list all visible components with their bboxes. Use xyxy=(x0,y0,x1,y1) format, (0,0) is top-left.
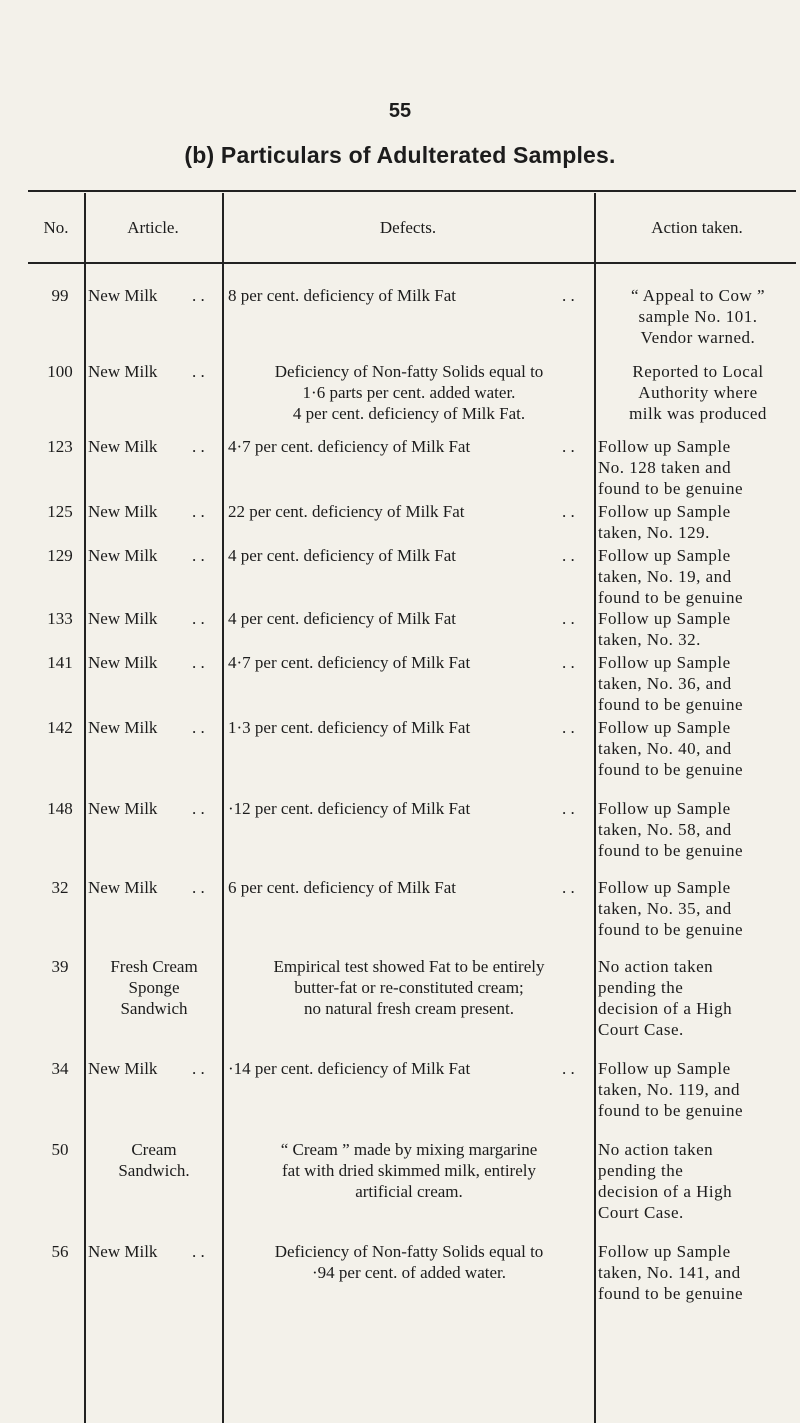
row-defects-line: 4 per cent. deficiency of Milk Fat xyxy=(228,609,457,628)
column-header-action: Action taken. xyxy=(651,218,743,237)
article-leader-dots-line: . . xyxy=(192,653,205,672)
row-defects-line: butter-fat or re-constituted cream; xyxy=(294,978,524,997)
article-leader-dots-line: . . xyxy=(192,718,205,737)
row-action-line: taken, No. 35, and xyxy=(598,899,732,918)
row-action xyxy=(598,798,798,861)
defects-leader-dots xyxy=(562,608,592,629)
row-action-line: found to be genuine xyxy=(598,1284,743,1303)
row-action-line: pending the xyxy=(598,978,684,997)
row-action-line: sample No. 101. xyxy=(638,307,758,326)
row-defects-line: 4 per cent. deficiency of Milk Fat. xyxy=(292,404,526,423)
row-article-line: Sandwich xyxy=(120,999,188,1018)
article-leader-dots xyxy=(192,652,222,673)
defects-leader-dots xyxy=(562,652,592,673)
article-leader-dots-line: . . xyxy=(192,609,205,628)
row-action-line: taken, No. 58, and xyxy=(598,820,732,839)
row-number-line: 129 xyxy=(47,546,73,565)
defects-leader-dots xyxy=(562,1058,592,1079)
article-leader-dots xyxy=(192,608,222,629)
article-leader-dots-line: . . xyxy=(192,437,205,456)
row-number xyxy=(30,501,90,522)
row-article-line: New Milk xyxy=(88,609,158,628)
row-article-line: New Milk xyxy=(88,1242,158,1261)
article-leader-dots xyxy=(192,1058,222,1079)
row-article-line: Cream xyxy=(131,1140,177,1159)
defects-leader-dots-line: . . xyxy=(562,878,575,897)
article-leader-dots xyxy=(192,545,222,566)
row-number-line: 32 xyxy=(51,878,69,897)
row-number xyxy=(30,436,90,457)
defects-leader-dots-line: . . xyxy=(562,437,575,456)
row-article xyxy=(86,956,222,1019)
row-action xyxy=(598,956,798,1040)
defects-leader-dots-line: . . xyxy=(562,502,575,521)
row-number-line: 125 xyxy=(47,502,73,521)
row-action-line: decision of a High xyxy=(598,1182,733,1201)
row-defects xyxy=(228,501,568,522)
row-number xyxy=(30,877,90,898)
article-leader-dots xyxy=(192,877,222,898)
row-article-line: New Milk xyxy=(88,653,158,672)
article-leader-dots-line: . . xyxy=(192,1059,205,1078)
row-number-line: 100 xyxy=(47,362,73,381)
row-defects xyxy=(224,956,594,1019)
article-leader-dots xyxy=(192,501,222,522)
row-action-line: Follow up Sample xyxy=(598,653,731,672)
row-action-line: taken, No. 36, and xyxy=(598,674,732,693)
row-action xyxy=(596,361,800,424)
row-defects-line: 1·3 per cent. deficiency of Milk Fat xyxy=(228,718,471,737)
row-defects-line: Deficiency of Non-fatty Solids equal to xyxy=(274,1242,544,1261)
row-action-line: Reported to Local xyxy=(632,362,764,381)
article-leader-dots xyxy=(192,285,222,306)
column-header-no: No. xyxy=(43,218,69,237)
row-action xyxy=(598,1058,798,1121)
row-action-line: Follow up Sample xyxy=(598,609,731,628)
row-defects-line: ·12 per cent. deficiency of Milk Fat xyxy=(228,799,471,818)
defects-leader-dots-line: . . xyxy=(562,546,575,565)
row-action-line: Follow up Sample xyxy=(598,718,731,737)
row-number xyxy=(30,1139,90,1160)
row-defects xyxy=(224,1241,594,1283)
row-defects-line: Empirical test showed Fat to be entirely xyxy=(273,957,545,976)
row-article-line: New Milk xyxy=(88,1059,158,1078)
row-defects-line: ·14 per cent. deficiency of Milk Fat xyxy=(228,1059,471,1078)
row-number xyxy=(30,608,90,629)
row-action-line: Follow up Sample xyxy=(598,1059,731,1078)
defects-leader-dots xyxy=(562,436,592,457)
row-action-line: Follow up Sample xyxy=(598,1242,731,1261)
row-action-line: milk was produced xyxy=(629,404,767,423)
row-action-line: taken, No. 119, and xyxy=(598,1080,741,1099)
row-action xyxy=(598,545,798,608)
row-number-line: 123 xyxy=(47,437,73,456)
row-action-line: decision of a High xyxy=(598,999,733,1018)
row-article-line: New Milk xyxy=(88,502,158,521)
row-action-line: Vendor warned. xyxy=(640,328,756,347)
row-defects-line: 8 per cent. deficiency of Milk Fat xyxy=(228,286,457,305)
row-number xyxy=(30,361,90,382)
row-action-line: taken, No. 129. xyxy=(598,523,710,542)
row-action-line: “ Appeal to Cow ” xyxy=(630,286,766,305)
row-article-line: New Milk xyxy=(88,362,158,381)
row-action-line: found to be genuine xyxy=(598,1101,743,1120)
row-defects xyxy=(228,545,568,566)
row-defects-line: artificial cream. xyxy=(355,1182,463,1201)
row-action-line: Follow up Sample xyxy=(598,799,731,818)
row-defects-line: Deficiency of Non-fatty Solids equal to xyxy=(274,362,544,381)
row-defects xyxy=(228,717,568,738)
article-leader-dots-line: . . xyxy=(192,286,205,305)
row-action xyxy=(598,501,798,543)
defects-leader-dots xyxy=(562,717,592,738)
row-article-line: Fresh Cream xyxy=(110,957,198,976)
column-header-defects: Defects. xyxy=(379,218,437,237)
row-number-line: 142 xyxy=(47,718,73,737)
row-defects xyxy=(228,652,568,673)
row-defects xyxy=(224,1139,594,1202)
row-number-line: 39 xyxy=(51,957,69,976)
row-action xyxy=(598,608,798,650)
row-action-line: No. 128 taken and xyxy=(598,458,732,477)
defects-leader-dots-line: . . xyxy=(562,286,575,305)
row-article-line: New Milk xyxy=(88,799,158,818)
row-action-line: Authority where xyxy=(638,383,758,402)
row-defects-line: 6 per cent. deficiency of Milk Fat xyxy=(228,878,457,897)
defects-leader-dots xyxy=(562,798,592,819)
row-defects-line: “ Cream ” made by mixing margarine xyxy=(280,1140,538,1159)
header-rule xyxy=(28,262,796,264)
row-action-line: taken, No. 40, and xyxy=(598,739,732,758)
row-action-line: taken, No. 141, and xyxy=(598,1263,741,1282)
row-defects-line: 4·7 per cent. deficiency of Milk Fat xyxy=(228,653,471,672)
row-action-line: Follow up Sample xyxy=(598,502,731,521)
article-leader-dots-line: . . xyxy=(192,878,205,897)
row-defects xyxy=(228,1058,568,1079)
row-action xyxy=(596,285,800,348)
row-defects-line: 22 per cent. deficiency of Milk Fat xyxy=(228,502,465,521)
row-action xyxy=(598,877,798,940)
article-leader-dots xyxy=(192,798,222,819)
article-leader-dots-line: . . xyxy=(192,502,205,521)
row-action-line: No action taken xyxy=(598,957,714,976)
row-article-line: Sponge xyxy=(128,978,180,997)
article-leader-dots-line: . . xyxy=(192,799,205,818)
article-leader-dots-line: . . xyxy=(192,546,205,565)
row-article-line: New Milk xyxy=(88,437,158,456)
row-defects-line: ·94 per cent. of added water. xyxy=(312,1263,506,1282)
row-action xyxy=(598,1241,798,1304)
defects-leader-dots xyxy=(562,285,592,306)
defects-leader-dots-line: . . xyxy=(562,718,575,737)
row-defects-line: 4·7 per cent. deficiency of Milk Fat xyxy=(228,437,471,456)
page-heading: (b) Particulars of Adulterated Samples. xyxy=(184,142,616,168)
defects-leader-dots xyxy=(562,545,592,566)
row-article xyxy=(86,1139,222,1181)
row-article-line: New Milk xyxy=(88,878,158,897)
row-defects-line: 1·6 parts per cent. added water. xyxy=(302,383,516,402)
row-defects xyxy=(228,285,568,306)
row-number-line: 99 xyxy=(51,286,69,305)
row-number xyxy=(30,545,90,566)
row-number xyxy=(30,1241,90,1262)
article-leader-dots xyxy=(192,1241,222,1262)
row-number xyxy=(30,1058,90,1079)
row-defects xyxy=(228,877,568,898)
row-number xyxy=(30,717,90,738)
row-action-line: found to be genuine xyxy=(598,695,743,714)
row-action-line: No action taken xyxy=(598,1140,714,1159)
row-article-line: New Milk xyxy=(88,286,158,305)
row-number xyxy=(30,798,90,819)
article-leader-dots xyxy=(192,717,222,738)
row-number-line: 50 xyxy=(51,1140,69,1159)
row-number-line: 34 xyxy=(51,1059,69,1078)
row-number xyxy=(30,956,90,977)
row-article-line: Sandwich. xyxy=(118,1161,190,1180)
row-number xyxy=(30,285,90,306)
top-rule xyxy=(28,190,796,192)
row-action-line: taken, No. 19, and xyxy=(598,567,732,586)
page-number: 55 xyxy=(388,100,412,122)
defects-leader-dots xyxy=(562,877,592,898)
row-action-line: Follow up Sample xyxy=(598,437,731,456)
row-action-line: taken, No. 32. xyxy=(598,630,701,649)
row-action-line: found to be genuine xyxy=(598,760,743,779)
row-action-line: Court Case. xyxy=(598,1020,684,1039)
defects-leader-dots xyxy=(562,501,592,522)
column-header-article: Article. xyxy=(127,218,179,237)
article-leader-dots-line: . . xyxy=(192,362,205,381)
row-action xyxy=(598,652,798,715)
row-defects xyxy=(224,361,594,424)
row-action-line: found to be genuine xyxy=(598,479,743,498)
row-defects xyxy=(228,798,568,819)
row-defects-line: fat with dried skimmed milk, entirely xyxy=(281,1161,536,1180)
row-action xyxy=(598,1139,798,1223)
row-number-line: 148 xyxy=(47,799,73,818)
row-action-line: Court Case. xyxy=(598,1203,684,1222)
row-number-line: 133 xyxy=(47,609,73,628)
row-action xyxy=(598,717,798,780)
row-article-line: New Milk xyxy=(88,718,158,737)
row-article-line: New Milk xyxy=(88,546,158,565)
row-action xyxy=(598,436,798,499)
defects-leader-dots-line: . . xyxy=(562,1059,575,1078)
article-leader-dots xyxy=(192,436,222,457)
defects-leader-dots-line: . . xyxy=(562,799,575,818)
row-number-line: 56 xyxy=(51,1242,69,1261)
row-action-line: Follow up Sample xyxy=(598,546,731,565)
row-number xyxy=(30,652,90,673)
defects-leader-dots-line: . . xyxy=(562,653,575,672)
row-number-line: 141 xyxy=(47,653,73,672)
row-defects xyxy=(228,608,568,629)
row-action-line: pending the xyxy=(598,1161,684,1180)
row-action-line: found to be genuine xyxy=(598,841,743,860)
row-defects-line: 4 per cent. deficiency of Milk Fat xyxy=(228,546,457,565)
defects-leader-dots-line: . . xyxy=(562,609,575,628)
row-action-line: found to be genuine xyxy=(598,920,743,939)
article-leader-dots xyxy=(192,361,222,382)
row-action-line: Follow up Sample xyxy=(598,878,731,897)
row-defects-line: no natural fresh cream present. xyxy=(303,999,515,1018)
article-leader-dots-line: . . xyxy=(192,1242,205,1261)
row-defects xyxy=(228,436,568,457)
row-action-line: found to be genuine xyxy=(598,588,743,607)
